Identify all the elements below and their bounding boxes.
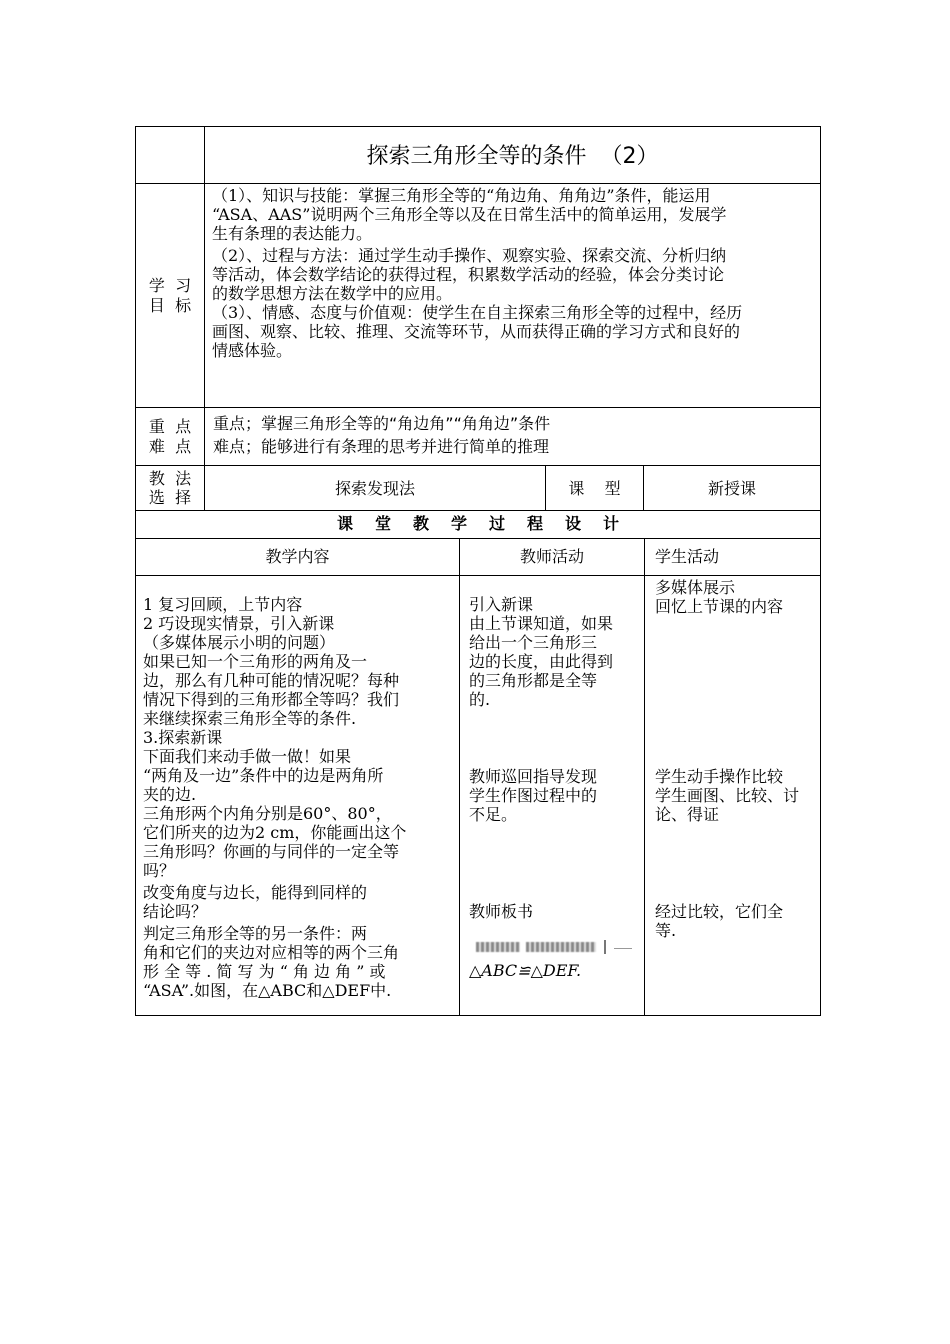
student-activity-conclude <box>655 902 817 940</box>
student-line: 回忆上节课的内容 <box>655 597 784 616</box>
teacher-line: 边的长度，由此得到 <box>469 652 614 671</box>
key-points-label-1: 重 点 <box>148 417 192 436</box>
teacher-activity-guide <box>469 767 641 824</box>
content-line: 三角形吗？你画的与同伴的一定全等 <box>143 842 400 861</box>
objectives-line: 等活动，体会数学结论的获得过程，积累数学活动的经验，体会分类讨论 <box>212 265 725 284</box>
student-line: 等. <box>655 921 677 940</box>
content-line: 1 复习回顾，上节内容 <box>143 595 303 614</box>
student-line: 学生动手操作比较 <box>655 767 784 786</box>
objectives-line: （1）、知识与技能：掌握三角形全等的“角边角、角角边”条件，能运用 <box>212 186 711 205</box>
teacher-line: 的三角形都是全等 <box>469 671 598 690</box>
table-border-top <box>135 126 821 127</box>
content-line: 如果已知一个三角形的两角及一 <box>143 652 368 671</box>
process-title: 课堂教学过程设计 <box>336 514 641 533</box>
method-label-1: 教 法 <box>148 469 192 488</box>
student-activity-intro <box>655 578 817 616</box>
content-line: 夹的边. <box>143 785 197 804</box>
method-label-2: 选 择 <box>148 488 192 507</box>
row-line <box>135 407 821 408</box>
teacher-line: 教师巡回指导发现 <box>469 767 598 786</box>
content-line: 它们所夹的边为2 cm，你能画出这个 <box>143 823 407 842</box>
objectives-line: 画图、观察、比较、推理、交流等环节，从而获得正确的学习方式和良好的 <box>212 322 741 341</box>
column-header-teacher: 教师活动 <box>519 547 584 566</box>
objectives-line: 生有条理的表达能力。 <box>212 224 373 243</box>
content-line: 边，那么有几种可能的情况呢？每种 <box>143 671 400 690</box>
teacher-line: 教师板书 <box>469 902 534 921</box>
key-point-text: 重点；掌握三角形全等的“角边角”“角角边”条件 <box>213 414 551 433</box>
content-line: 吗？ <box>143 861 176 880</box>
table-border-left <box>135 126 136 1016</box>
content-line: 2 巧设现实情景，引入新课 <box>143 614 335 633</box>
student-line: 论、得证 <box>655 805 720 824</box>
key-points-label-2: 难 点 <box>148 437 192 456</box>
objectives-line: 情感体验。 <box>212 341 293 360</box>
student-line: 学生画图、比较、讨 <box>655 786 800 805</box>
column-header-content: 教学内容 <box>265 547 330 566</box>
formula-image <box>476 938 636 956</box>
teacher-line: 给出一个三角形三 <box>469 633 598 652</box>
row-line <box>135 510 821 511</box>
content-line: 判定三角形全等的另一条件：两 <box>143 924 368 943</box>
content-line: 3.探索新课 <box>143 728 223 747</box>
row-line <box>135 465 821 466</box>
type-label: 课 型 <box>568 479 621 498</box>
row-line <box>135 183 821 184</box>
student-line: 经过比较，它们全 <box>655 902 784 921</box>
content-line: “两角及一边”条件中的边是两角所 <box>143 766 384 785</box>
content-line: 情况下得到的三角形都全等吗？我们 <box>143 690 400 709</box>
content-line: 角和它们的夹边对应相等的两个三角 <box>143 943 400 962</box>
objectives-line: （3）、情感、态度与价值观：使学生在自主探索三角形全等的过程中，经历 <box>212 303 743 322</box>
teacher-line: 不足。 <box>469 805 518 824</box>
difficulty-text: 难点；能够进行有条理的思考并进行简单的推理 <box>213 437 550 456</box>
student-activity-draw <box>655 767 817 824</box>
content-line: 来继续探索三角形全等的条件. <box>143 709 357 728</box>
content-line: 下面我们来动手做一做！如果 <box>143 747 352 766</box>
page-title: 探索三角形全等的条件 （2） <box>366 144 659 169</box>
content-line: 三角形两个内角分别是60°、80°， <box>143 804 392 823</box>
column-divider <box>644 538 645 1016</box>
content-line: （多媒体展示小明的问题） <box>143 633 336 652</box>
column-divider <box>459 538 460 1016</box>
content-line: 结论吗？ <box>143 902 208 921</box>
objectives-line: 的数学思想方法在数学中的应用。 <box>212 284 453 303</box>
row-line <box>135 538 821 539</box>
objectives-label-2: 目 标 <box>148 296 192 315</box>
table-border-bottom <box>135 1015 821 1016</box>
type-value: 新授课 <box>707 479 756 498</box>
objectives-line: “ASA、AAS”说明两个三角形全等以及在日常生活中的简单运用，发展学 <box>212 205 727 224</box>
column-header-student: 学生活动 <box>655 547 720 566</box>
table-border-right <box>820 126 821 1016</box>
congruence-statement: △ABC≌△DEF. <box>469 961 582 980</box>
teaching-content <box>143 595 455 1000</box>
row-line <box>135 575 821 576</box>
teacher-activity-intro <box>469 595 641 709</box>
content-line: “ASA”.如图，在△ABC和△DEF中. <box>143 981 392 1000</box>
content-line: 形 全 等 . 简 写 为 “ 角 边 角 ” 或 <box>143 962 386 981</box>
objectives-line: （2）、过程与方法：通过学生动手操作、观察实验、探索交流、分析归纳 <box>212 246 727 265</box>
content-line: 改变角度与边长，能得到同样的 <box>143 883 368 902</box>
teacher-line: 的. <box>469 690 491 709</box>
teacher-line: 由上节课知道，如果 <box>469 614 614 633</box>
teacher-activity-board <box>469 902 641 921</box>
student-line: 多媒体展示 <box>655 578 736 597</box>
objectives-label-1: 学 习 <box>148 276 192 295</box>
teacher-line: 学生作图过程中的 <box>469 786 598 805</box>
teacher-line: 引入新课 <box>469 595 534 614</box>
method-value: 探索发现法 <box>334 479 415 498</box>
objectives-text <box>212 186 816 360</box>
